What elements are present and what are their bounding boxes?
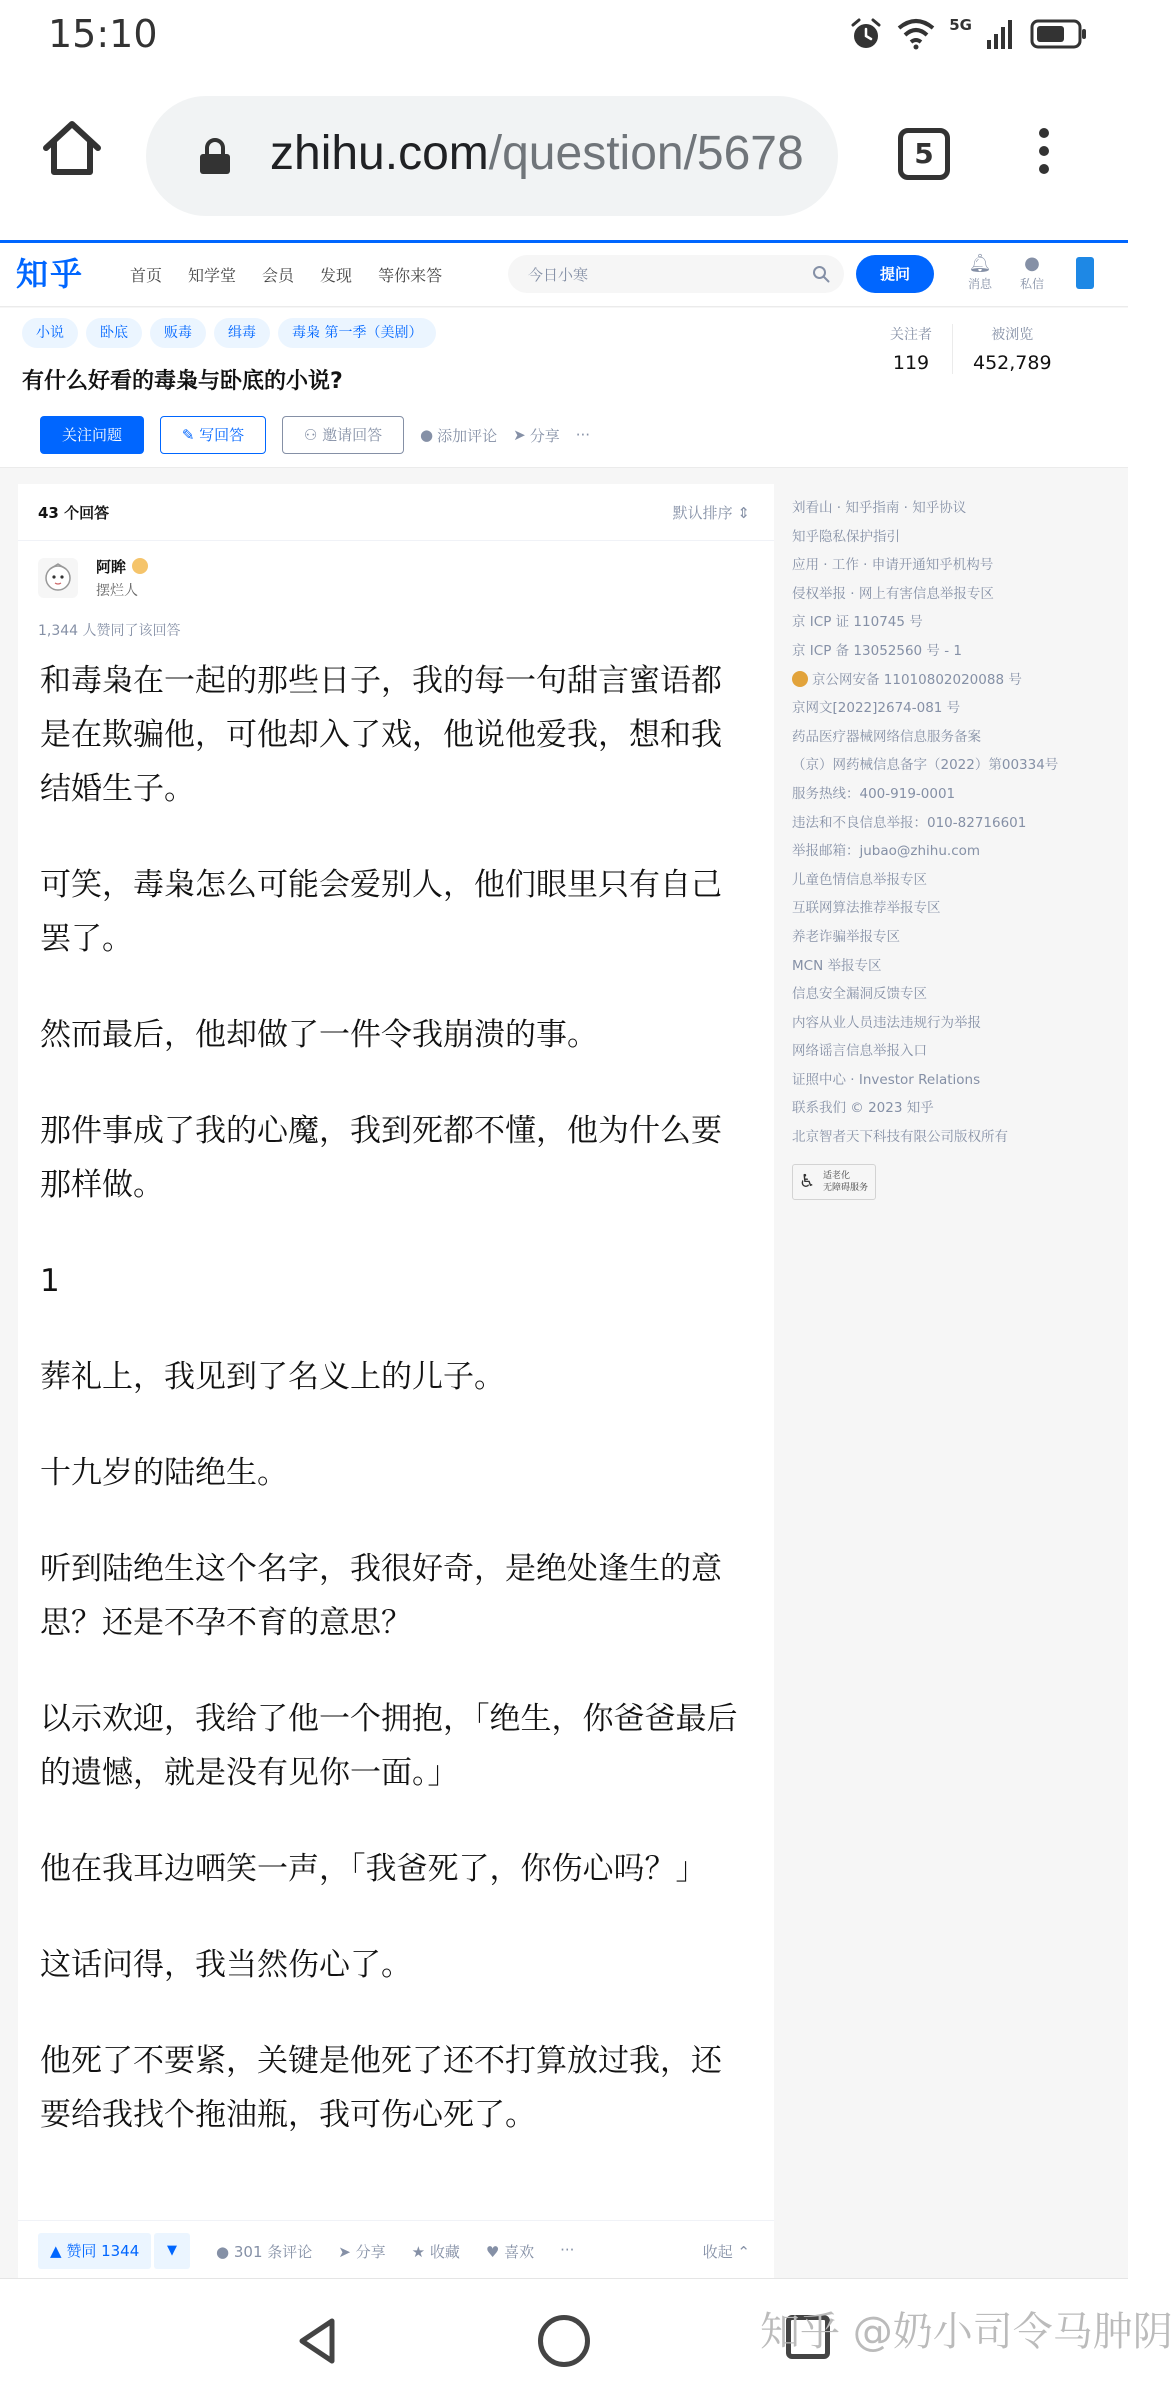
search-icon[interactable] (812, 265, 830, 283)
sidebar-footer (792, 494, 1112, 1200)
more-button[interactable]: ··· (560, 2241, 575, 2259)
divider (18, 540, 774, 541)
share-label: 分享 (529, 426, 560, 445)
nav-waiting-answers[interactable]: 等你来答 (378, 266, 443, 285)
network-type: 5G (949, 16, 972, 34)
question-title[interactable]: 有什么好看的毒枭与卧底的小说? (22, 369, 343, 394)
comments-button[interactable] (216, 2241, 312, 2262)
footer-link[interactable]: 互联网算法推荐举报专区 (792, 900, 941, 917)
share-icon: ➤ (513, 426, 526, 444)
followers-label: 关注者 (890, 327, 932, 343)
star-icon: ★ (411, 2243, 430, 2261)
footer-link[interactable]: 网络谣言信息举报入口 (792, 1043, 927, 1060)
direct-messages-button[interactable] (1010, 253, 1054, 292)
answer-action-bar (18, 2220, 774, 2278)
downvote-button[interactable] (154, 2233, 190, 2269)
answer-paragraph: 葬礼上，我见到了名义上的儿子。 (40, 1359, 505, 1395)
zhihu-page (0, 240, 1128, 2278)
footer-link[interactable]: 药品医疗器械网络信息服务备案 (792, 728, 981, 745)
views-label: 被浏览 (991, 327, 1034, 343)
footer-link[interactable]: 儿童色情信息举报专区 (792, 871, 927, 888)
avatar-illustration (38, 558, 78, 598)
zhihu-logo[interactable]: 知乎 (16, 255, 85, 293)
write-answer-label: 写回答 (199, 426, 245, 444)
home-icon[interactable] (40, 116, 104, 180)
followers-value: 119 (892, 352, 930, 374)
footer-text: 服务热线：400-919-0001 (792, 785, 956, 802)
answer-paragraph: 和毒枭在一起的那些日子，我的每一句甜言蜜语都是在欺骗他，可他却入了戏，他说他爱我，想和我结婚生子。 (40, 663, 722, 807)
browser-toolbar (0, 72, 1128, 240)
address-bar[interactable] (146, 96, 838, 216)
heart-icon: ♥ (485, 2243, 505, 2261)
follow-question-button[interactable]: 关注问题 (40, 416, 144, 454)
footer-link[interactable]: 知乎隐私保护指引 (792, 528, 900, 545)
followers-stat[interactable] (870, 324, 952, 374)
footer-link[interactable]: 内容从业人员违法违规行为举报 (792, 1014, 981, 1031)
nav-discover[interactable]: 发现 (320, 266, 353, 285)
user-avatar[interactable] (1076, 257, 1094, 289)
tag-undercover[interactable]: 卧底 (86, 318, 142, 348)
footer-link[interactable]: 养老诈骗举报专区 (792, 928, 900, 945)
nav-membership[interactable]: 会员 (262, 266, 295, 285)
answer-paragraph: 他死了不要紧，关键是他死了还不打算放过我，还要给我找个拖油瓶，我可伤心死了。 (40, 2043, 722, 2133)
footer-text: 违法和不良信息举报：010-82716601 (792, 814, 1027, 831)
comment-icon: ● (420, 426, 434, 444)
url-path: /question/5678 (488, 127, 804, 180)
ask-question-button[interactable]: 提问 (856, 255, 934, 293)
answer-paragraph: 那件事成了我的心魔，我到死都不懂，他为什么要那样做。 (40, 1113, 722, 1203)
footer-link[interactable]: 信息安全漏洞反馈专区 (792, 986, 927, 1003)
footer-link[interactable]: 侵权举报 · 网上有害信息举报专区 (792, 585, 994, 602)
add-comment-link[interactable] (420, 425, 497, 446)
status-icons (849, 14, 1088, 54)
wifi-icon (897, 18, 935, 50)
answer-paragraph: 可笑，毒枭怎么可能会爱别人，他们眼里只有自己罢了。 (40, 867, 722, 957)
share-button[interactable] (338, 2241, 385, 2262)
footer-link[interactable]: MCN 举报专区 (792, 957, 882, 974)
like-label: 喜欢 (504, 2243, 535, 2261)
question-tags (22, 318, 436, 348)
share-icon: ➤ (338, 2243, 356, 2261)
tag-novel[interactable]: 小说 (22, 318, 78, 348)
watermark: 知乎 @奶小司令马肿阴 (760, 2309, 1173, 2355)
chevron-up-icon: ⌃ (737, 2243, 750, 2261)
footer-link[interactable]: 联系我们 © 2023 知乎 (792, 1100, 934, 1117)
nav-zhixuetang[interactable]: 知学堂 (188, 266, 237, 285)
pencil-icon: ✎ (181, 426, 200, 444)
search-placeholder: 今日小寒 (528, 266, 589, 284)
answer-paragraph: 他在我耳边哂笑一声，「我爸死了，你伤心吗？」 (40, 1851, 707, 1887)
answer-actions (216, 2241, 574, 2262)
answer-body (40, 654, 740, 2184)
bell-icon: 🔔︎ (968, 253, 992, 274)
messages-button[interactable] (958, 253, 1002, 292)
author-bio: 摆烂人 (96, 583, 138, 599)
question-header (0, 308, 1128, 468)
browser-menu-icon[interactable] (1030, 128, 1058, 184)
invite-answer-button[interactable] (282, 416, 404, 454)
direct-messages-label: 私信 (1019, 277, 1044, 291)
police-badge-icon (792, 671, 808, 687)
views-value: 452,789 (973, 352, 1052, 374)
accessibility-badge-text: 适老化 无障碍服务 (823, 1170, 869, 1193)
back-triangle-icon[interactable] (292, 2315, 344, 2367)
sort-dropdown[interactable] (673, 502, 750, 523)
footer-text: 举报邮箱：jubao@zhihu.com (792, 843, 981, 860)
main-nav (130, 263, 442, 286)
nav-home[interactable]: 首页 (130, 266, 163, 285)
add-comment-label: 添加评论 (437, 426, 498, 445)
views-stat (952, 324, 1072, 374)
author-badge-icon (132, 558, 148, 574)
upvote-meta: 1,344 人赞同了该回答 (38, 623, 181, 639)
more-menu[interactable]: ··· (575, 426, 591, 444)
like-button[interactable] (486, 2241, 534, 2262)
sort-arrows-icon: ⇕ (737, 504, 750, 522)
answer-card (18, 484, 774, 2278)
invite-answer-label: 邀请回答 (322, 426, 383, 444)
messages-label: 消息 (967, 277, 992, 291)
signal-icon (986, 18, 1016, 50)
tag-narcos-season1[interactable]: 毒枭 第一季（美剧） (278, 318, 436, 348)
comments-label: 301 条评论 (233, 2243, 313, 2261)
search-input[interactable] (508, 255, 844, 293)
favorite-button[interactable] (412, 2241, 460, 2262)
author-name-text: 阿眸 (96, 558, 127, 576)
tag-anti-narcotics[interactable]: 缉毒 (214, 318, 270, 348)
site-header (0, 243, 1128, 307)
footer-link[interactable]: （京）网药械信息备字（2022）第00334号 (792, 757, 1059, 774)
question-stats (870, 324, 1072, 374)
alarm-icon (849, 17, 883, 51)
footer-link[interactable]: 刘看山 · 知乎指南 · 知乎协议 (792, 500, 967, 516)
footer-link[interactable]: 京 ICP 证 110745 号 (792, 614, 923, 631)
upvote-button[interactable] (38, 2233, 151, 2269)
favorite-label: 收藏 (429, 2243, 460, 2261)
footer-link-text: 京公网安备 11010802020088 号 (812, 671, 1022, 688)
answer-paragraph: 听到陆绝生这个名字，我很好奇，是绝处逢生的意思？还是不孕不育的意思？ (40, 1551, 722, 1641)
accessibility-badge[interactable] (792, 1164, 876, 1200)
triangle-down-icon: ▼ (167, 2243, 177, 2258)
sort-label: 默认排序 (672, 504, 733, 522)
url-text (270, 126, 820, 181)
question-actions (40, 416, 590, 454)
url-host: zhihu.com (270, 127, 489, 180)
answer-count: 43 个回答 (38, 504, 110, 522)
footer-link[interactable]: 京 ICP 备 13052560 号 - 1 (792, 642, 962, 659)
write-answer-button[interactable] (160, 416, 266, 454)
footer-link[interactable] (792, 666, 1112, 695)
share-link[interactable] (513, 425, 560, 446)
share-label: 分享 (355, 2243, 386, 2261)
comment-icon: ● (216, 2243, 234, 2261)
chat-bubble-icon: ● (1024, 253, 1040, 274)
answer-paragraph: 这话问得，我当然伤心了。 (40, 1947, 412, 1983)
upvote-label: 赞同 1344 (66, 2242, 140, 2260)
footer-link[interactable]: 证照中心 · Investor Relations (792, 1071, 981, 1088)
lock-icon (198, 136, 232, 176)
tag-drug-trafficking[interactable]: 贩毒 (150, 318, 206, 348)
answer-paragraph: 然而最后，他却做了一件令我崩溃的事。 (40, 1017, 598, 1053)
status-bar (0, 0, 1128, 72)
triangle-up-icon: ▲ (50, 2242, 67, 2260)
footer-text: 北京智者天下科技有限公司版权所有 (792, 1129, 1008, 1146)
battery-icon (1030, 18, 1088, 50)
answer-paragraph: 以示欢迎，我给了他一个拥抱，「绝生，你爸爸最后的遗憾，就是没有见你一面。」 (40, 1701, 738, 1791)
collapse-button[interactable] (703, 2241, 750, 2262)
user-plus-icon: ⚇ (303, 426, 323, 444)
footer-link[interactable]: 京网文[2022]2674-081 号 (792, 700, 961, 717)
author-name[interactable] (96, 556, 148, 577)
status-time: 15:10 (48, 12, 158, 56)
answer-section-number: 1 (40, 1263, 60, 1299)
tab-switcher-button[interactable]: 5 (898, 128, 950, 180)
collapse-label: 收起 (702, 2243, 733, 2261)
home-circle-icon[interactable] (538, 2315, 590, 2367)
footer-link[interactable]: 应用 · 工作 · 申请开通知乎机构号 (792, 557, 994, 574)
author-avatar[interactable] (38, 558, 78, 598)
wheelchair-icon: ♿ (799, 1170, 816, 1192)
answer-paragraph: 十九岁的陆绝生。 (40, 1455, 288, 1491)
